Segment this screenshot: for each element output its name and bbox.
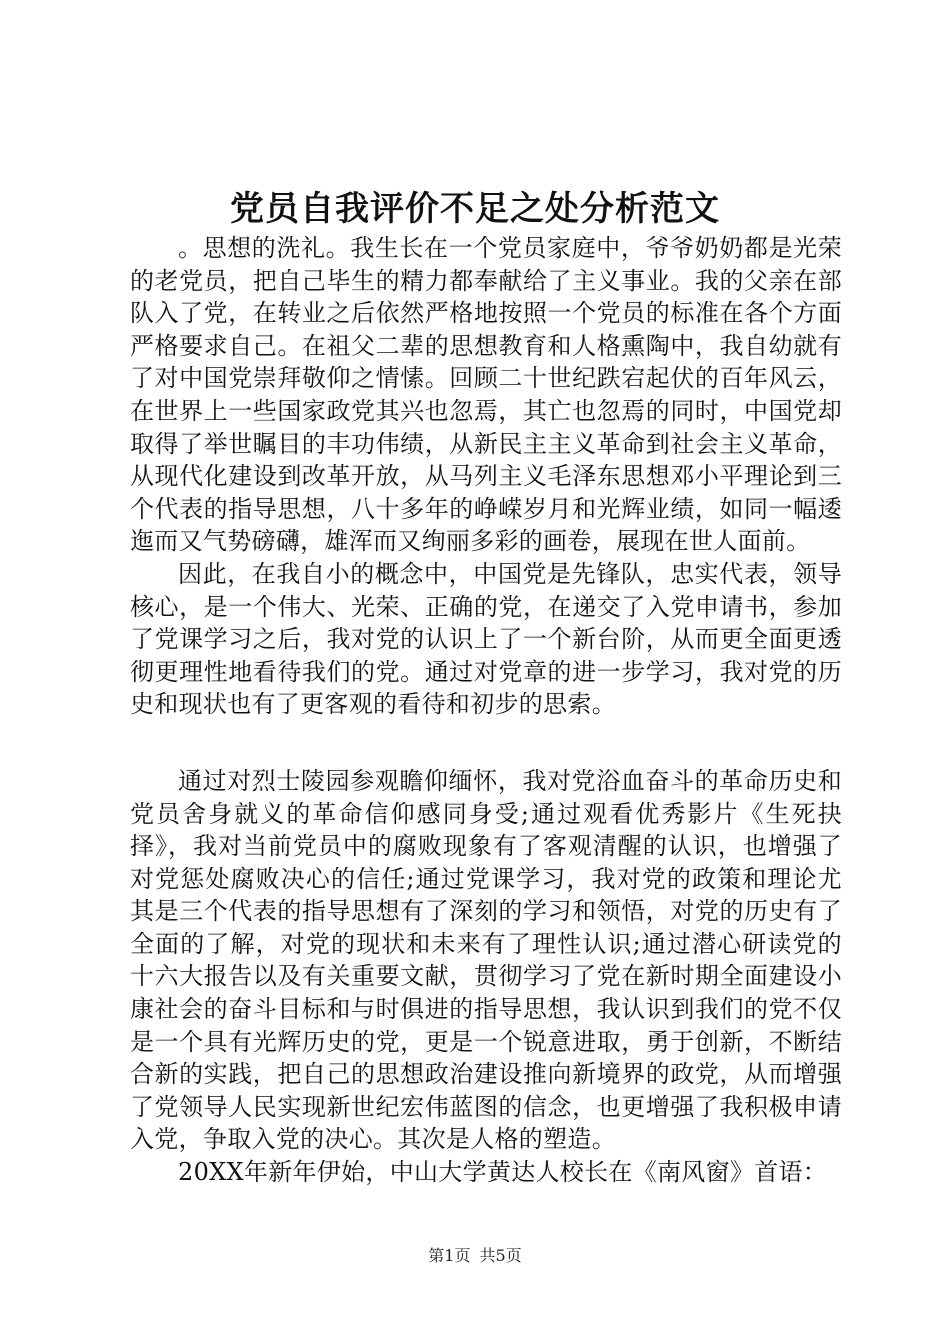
- document-body: [130, 232, 842, 1189]
- document-title: 党员自我评价不足之处分析范文: [230, 189, 720, 229]
- paragraph-gap: [130, 721, 842, 765]
- paragraph-1: 。思想的洗礼。我生长在一个党员家庭中，爷爷奶奶都是光荣的老党员，把自己毕生的精力都奉献给了主义事业。我的父亲在部队入了党，在转业之后依然严格地按照一个党员的标准在各个方面严格要求自己。在祖父二辈的思想教育和人格熏陶中，我自幼就有了对中国党崇拜敬仰之情愫。回顾二十世纪跌宕起伏的百年风云，在世界上一些国家政党其兴也忽焉，其亡也忽焉的同时，中国党却取得了举世瞩目的丰功伟绩，从新民主主义革命到社会主义革命，从现代化建设到改革开放，从马列主义毛泽东思想邓小平理论到三个代表的指导思想，八十多年的峥嵘岁月和光辉业绩，如同一幅逶迤而又气势磅礴，雄浑而又绚丽多彩的画卷，展现在世人面前。: [130, 234, 842, 556]
- paragraph-3: 通过对烈士陵园参观瞻仰缅怀，我对党浴血奋斗的革命历史和党员舍身就义的革命信仰感同身受;通过观看优秀影片《生死抉择》，我对当前党员中的腐败现象有了客观清醒的认识，也增强了对党惩处腐败决心的信任;通过党课学习，我对党的政策和理论尤其是三个代表的指导思想有了深刻的学习和领悟，对党的历史有了全面的了解，对党的现状和未来有了理性认识;通过潜心研读党的十六大报告以及有关重要文献，贯彻学习了党在新时期全面建设小康社会的奋斗目标和与时俱进的指导思想，我认识到我们的党不仅是一个具有光辉历史的党，更是一个锐意进取，勇于创新，不断结合新的实践，把自己的思想政治建设推向新境界的政党，从而增强了党领导人民实现新世纪宏伟蓝图的信念，也更增强了我积极申请入党，争取入党的决心。其次是人格的塑造。: [130, 766, 842, 1154]
- page-footer: [0, 1245, 950, 1267]
- paragraph-2: 因此，在我自小的概念中，中国党是先锋队，忠实代表，领导核心，是一个伟大、光荣、正确的党，在递交了入党申请书，参加了党课学习之后，我对党的认识上了一个新台阶，从而更全面更透彻更理性地看待我们的党。通过对党章的进一步学习，我对党的历史和现状也有了更客观的看待和初步的思索。: [130, 559, 842, 719]
- page-number: 第1页: [428, 1246, 471, 1265]
- page-total: 共5页: [479, 1246, 522, 1265]
- paragraph-4: 20XX年新年伊始，中山大学黄达人校长在《南风窗》首语：: [178, 1158, 828, 1187]
